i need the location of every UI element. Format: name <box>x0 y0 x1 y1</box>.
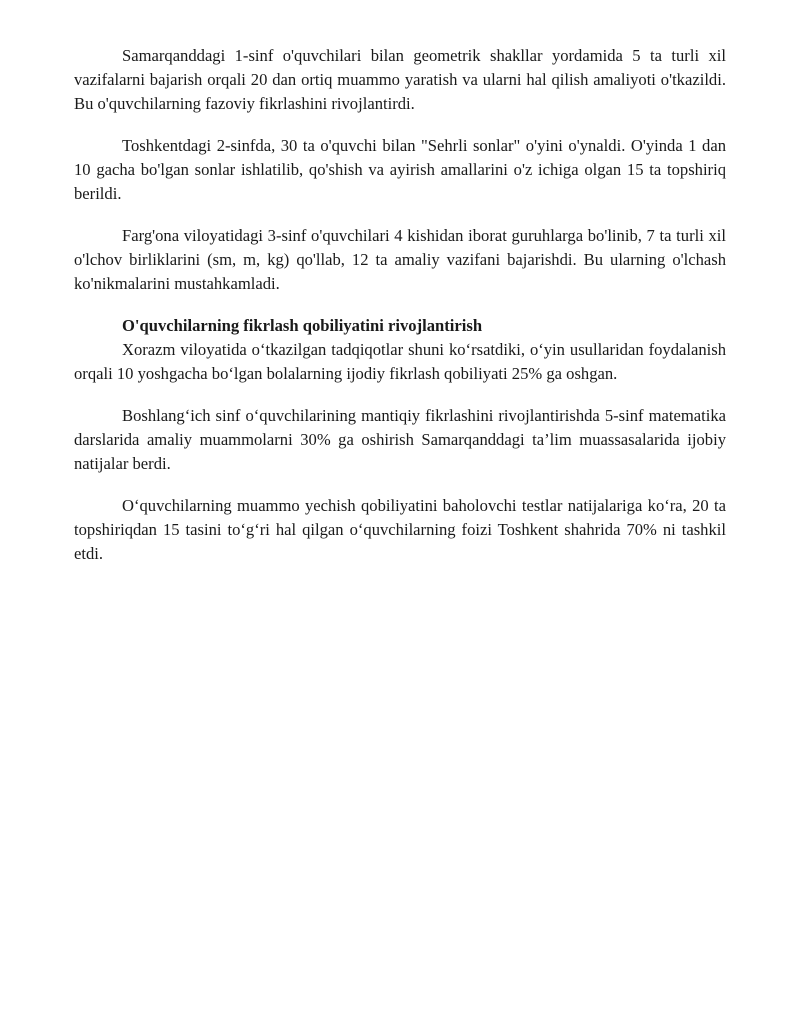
paragraph-fargona-measurement: Farg'ona viloyatidagi 3-sinf o'quvchilari 4 kishidan iborat guruhlarga bo'linib, 7 ta turli xil o'lchov birliklarini (sm, m, kg) qo'llab, 12 ta amaliy vazifani bajarishdi. Bu ularning o'lchash ko'nikmalarini mustahkamladi. <box>74 226 726 293</box>
paragraph-xorazm-research: Xorazm viloyatida o‘tkazilgan tadqiqotlar shuni ko‘rsatdiki, o‘yin usullaridan foydalanish orqali 10 yoshgacha bo‘lgan bolalarning ijodiy fikrlash qobiliyati 25% ga oshgan. <box>74 340 726 383</box>
document-page <box>74 44 726 584</box>
paragraph-problem-solving-tests: O‘quvchilarning muammo yechish qobiliyatini baholovchi testlar natijalariga ko‘ra, 20 ta topshiriqdan 15 tasini to‘g‘ri hal qilgan o‘quvchilarning foizi Toshkent shahrida 70% ni tashkil etdi. <box>74 496 726 563</box>
paragraph-toshkent-magic-numbers: Toshkentdagi 2-sinfda, 30 ta o'quvchi bilan "Sehrli sonlar" o'yini o'ynaldi. O'yinda 1 dan 10 gacha bo'lgan sonlar ishlatilib, qo'shish va ayirish amallarini o'z ichiga olgan 15 ta topshiriq berildi. <box>74 136 726 203</box>
paragraph-samarqand-geometry: Samarqanddagi 1-sinf o'quvchilari bilan geometrik shakllar yordamida 5 ta turli xil vazifalarni bajarish orqali 20 dan ortiq muammo yaratish va ularni hal qilish amaliyoti o'tkazildi. Bu o'quvchilarning fazoviy fikrlashini rivojlantirdi. <box>74 46 726 113</box>
paragraph-logical-thinking: Boshlang‘ich sinf o‘quvchilarining mantiqiy fikrlashini rivojlantirishda 5-sinf matematika darslarida amaliy muammolarni 30% ga oshirish Samarqanddagi ta’lim muassasalarida ijobiy natijalar berdi. <box>74 406 726 473</box>
section-heading: O'quvchilarning fikrlash qobiliyatini rivojlantirish <box>122 316 483 335</box>
